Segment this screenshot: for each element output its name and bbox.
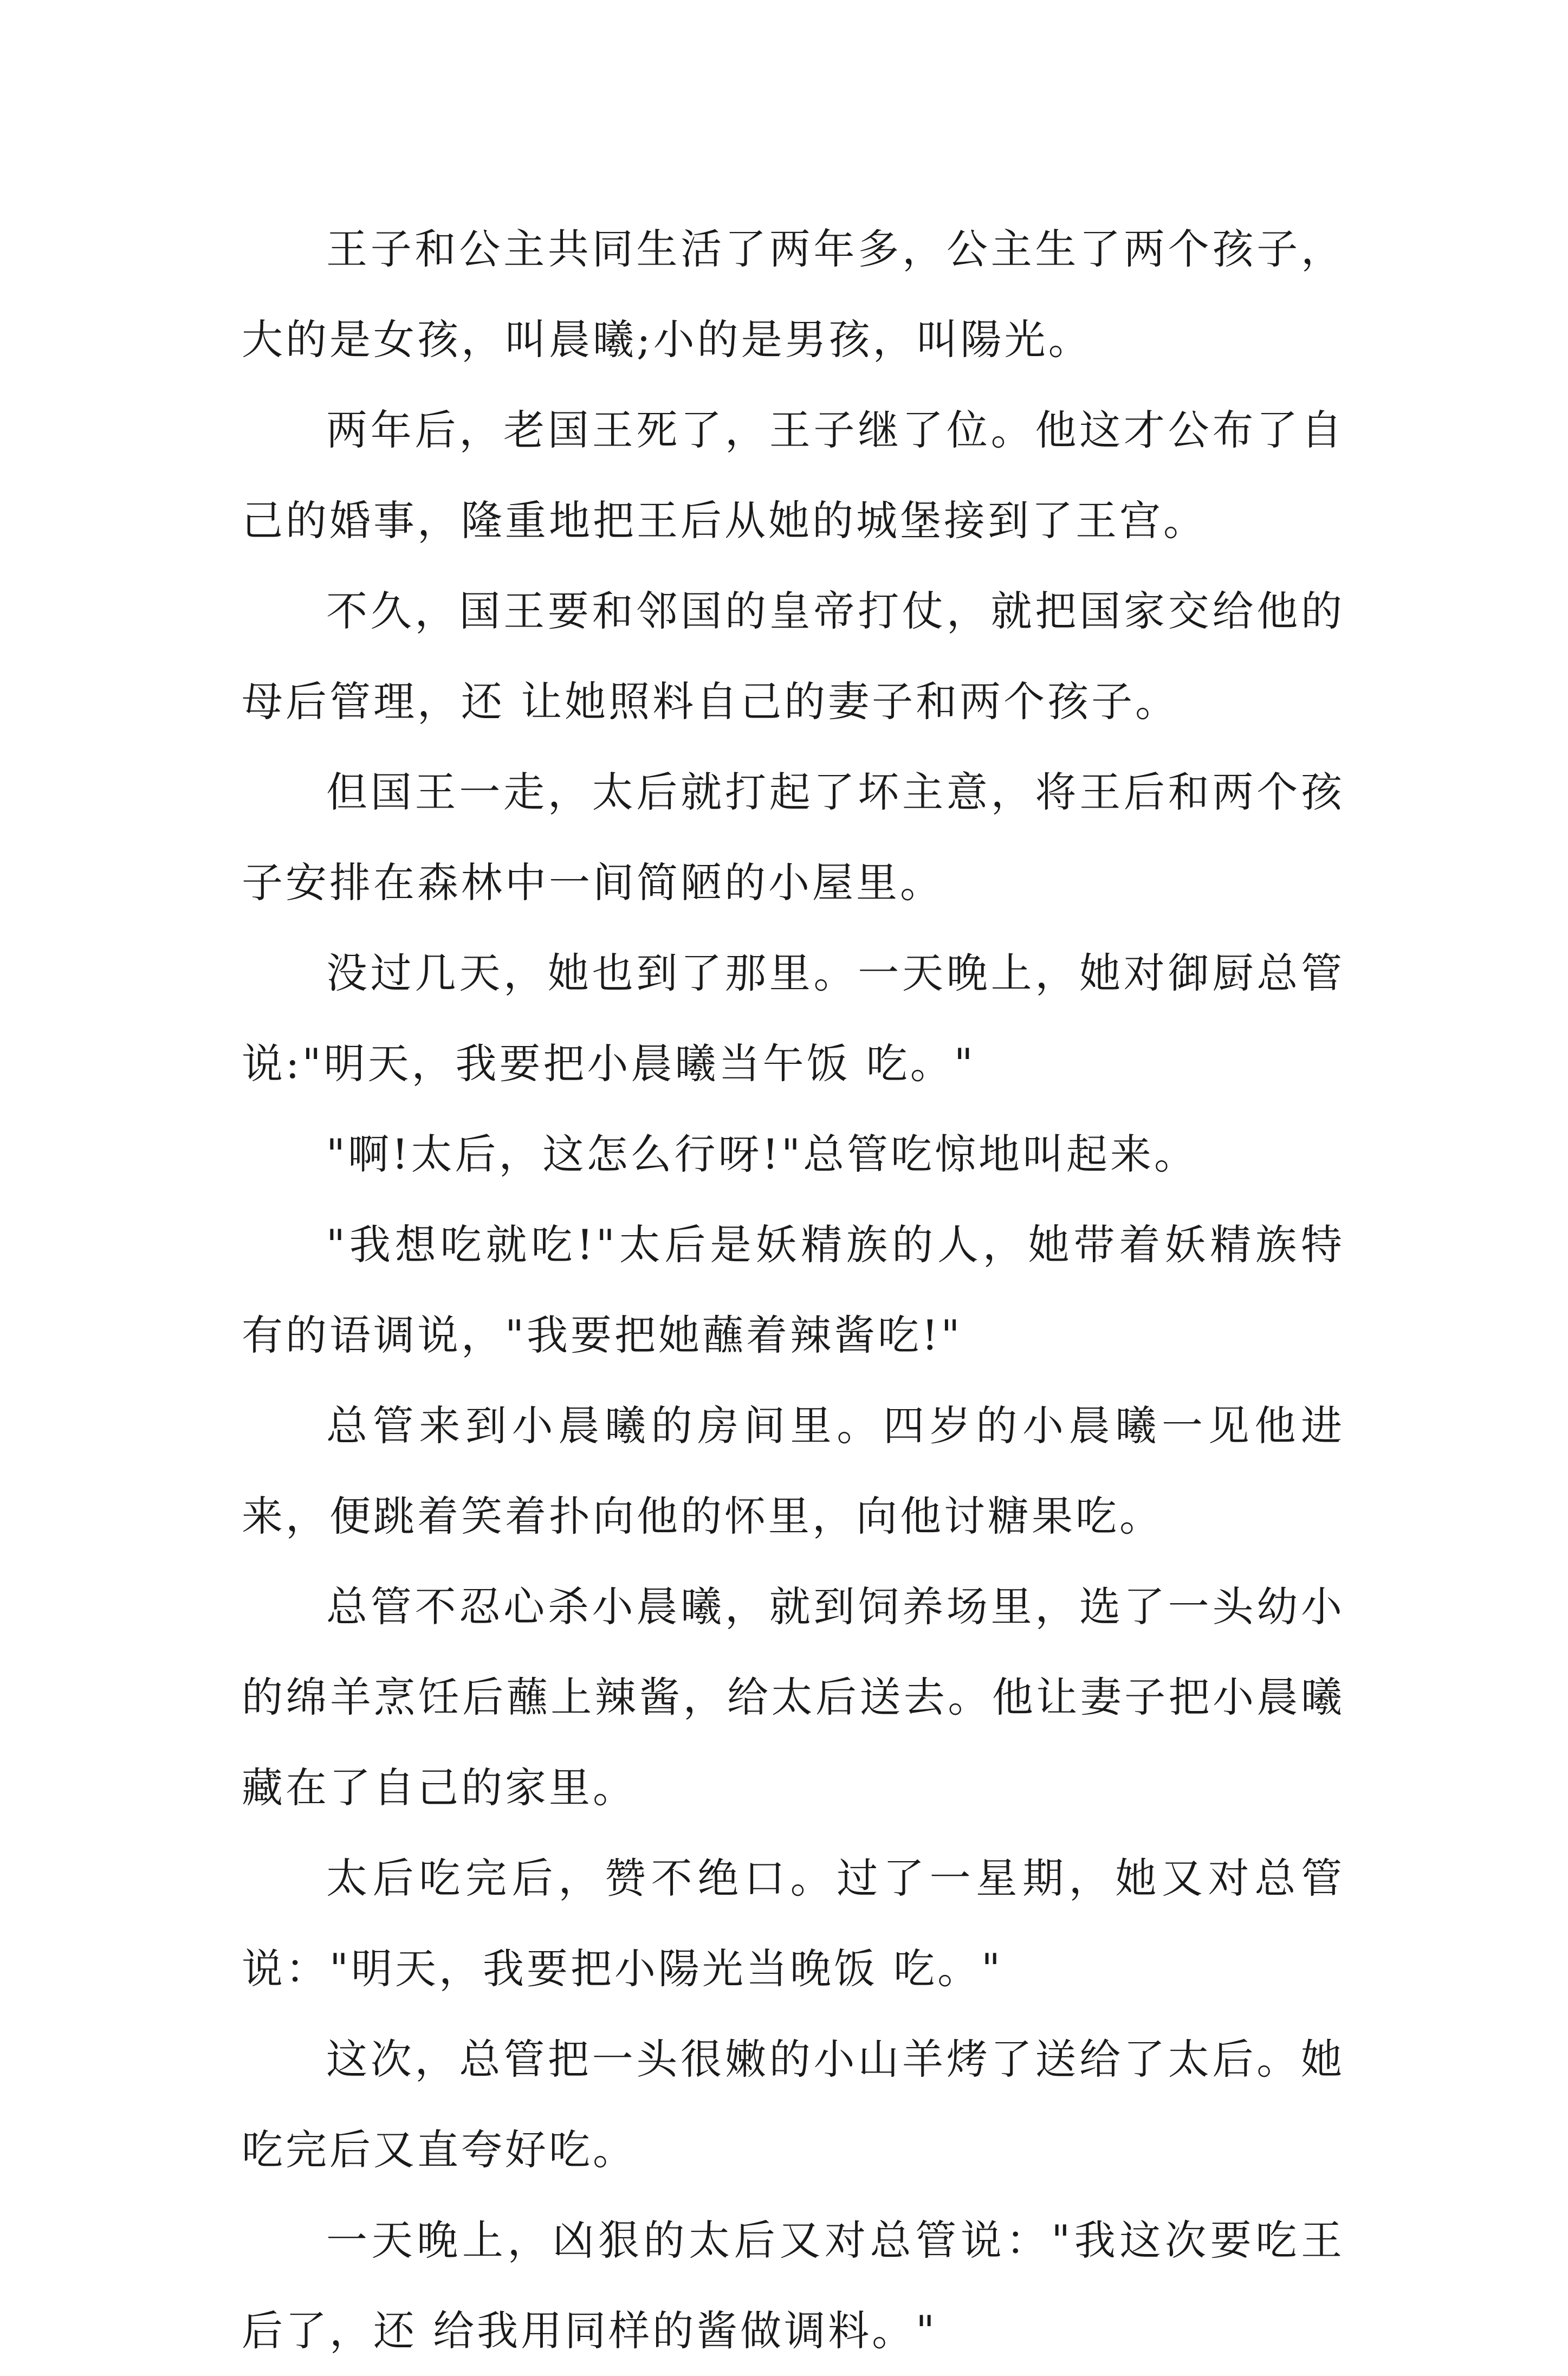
paragraph: "啊!太后，这怎么行呀!"总管吃惊地叫起来。 bbox=[326, 1130, 1198, 1178]
paragraph: 但国王一走，太后就打起了坏主意，将王后和两个孩子安排在森林中一间简陋的小屋里。 bbox=[242, 768, 1345, 907]
paragraph: 一天晚上，凶狠的太后又对总管说："我这次要吃王后了，还 给我用同样的酱做调料。" bbox=[242, 2216, 1345, 2355]
story-text bbox=[242, 204, 1345, 2376]
paragraph: 总管来到小晨曦的房间里。四岁的小晨曦一见他进来，便跳着笑着扑向他的怀里，向他讨糖果吃。 bbox=[242, 1402, 1345, 1540]
paragraph: 总管不忍心杀小晨曦，就到饲养场里，选了一头幼小的绵羊烹饪后蘸上辣酱，给太后送去。他让妻子把小晨曦藏在了自己的家里。 bbox=[242, 1583, 1345, 1812]
paragraph: "我想吃就吃!"太后是妖精族的人，她带着妖精族特有的语调说，"我要把她蘸着辣酱吃!" bbox=[242, 1221, 1345, 1359]
paragraph: 王子和公主共同生活了两年多，公主生了两个孩子，大的是女孩，叫晨曦;小的是男孩，叫陽光。 bbox=[242, 225, 1345, 364]
paragraph: 没过几天，她也到了那里。一天晚上，她对御厨总管说:"明天，我要把小晨曦当午饭 吃。" bbox=[242, 949, 1345, 1088]
paragraph: 不久，国王要和邻国的皇帝打仗，就把国家交给他的母后管理，还 让她照料自己的妻子和两个孩子。 bbox=[242, 587, 1345, 726]
paragraph: 这次，总管把一头很嫩的小山羊烤了送给了太后。她吃完后又直夸好吃。 bbox=[242, 2035, 1345, 2174]
paragraph: 两年后，老国王死了，王子继了位。他这才公布了自己的婚事，隆重地把王后从她的城堡接到了王宫。 bbox=[242, 406, 1345, 545]
paragraph: 太后吃完后，赞不绝口。过了一星期，她又对总管说："明天，我要把小陽光当晚饭 吃。" bbox=[242, 1854, 1345, 1993]
